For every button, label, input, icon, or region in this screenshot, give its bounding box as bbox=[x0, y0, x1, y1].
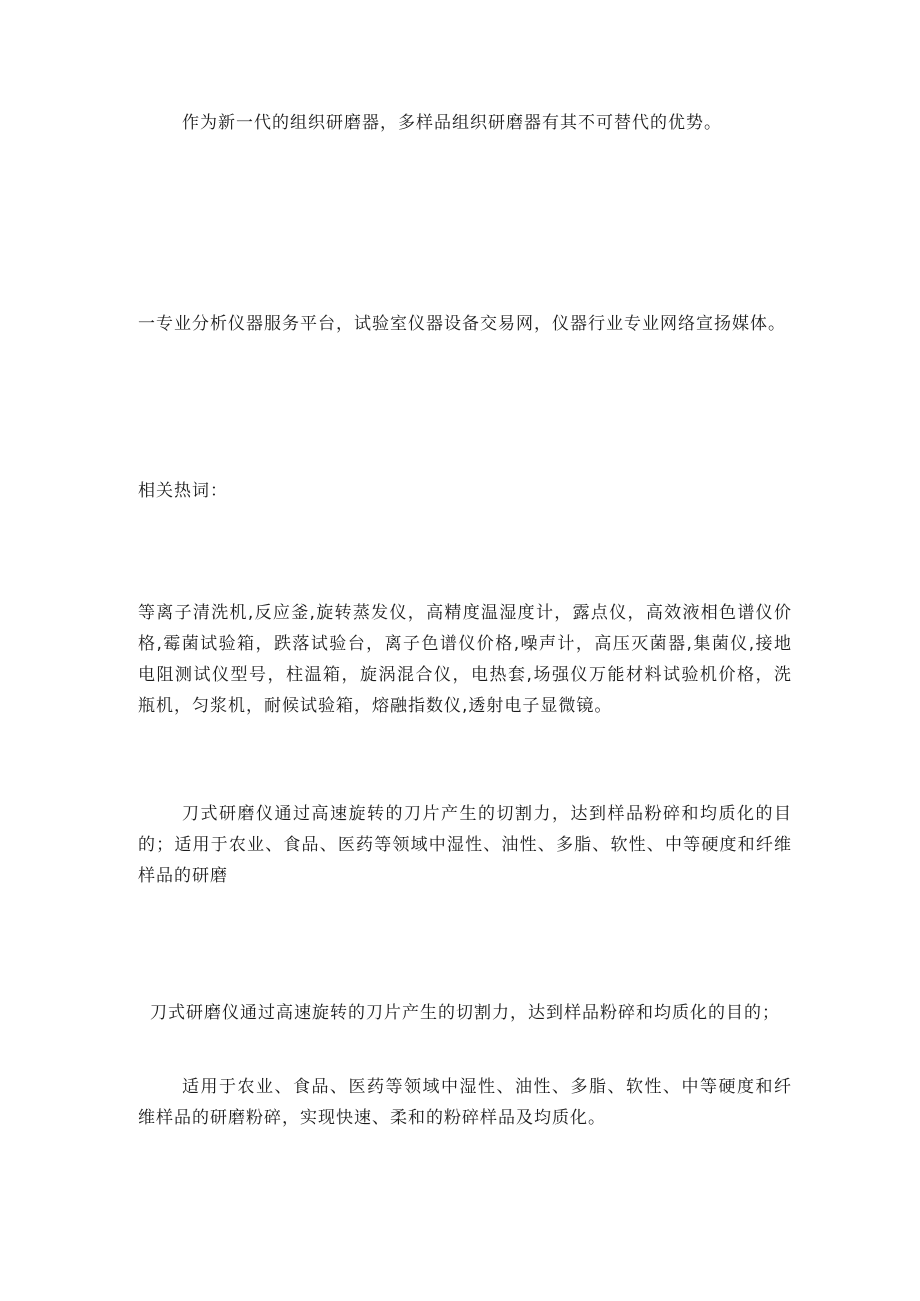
hot-words-list: 等离子清洗机,反应釜,旋转蒸发仪，高精度温湿度计，露点仪，高效液相色谱仪价格,霉菌试验箱，跌落试验台，离子色谱仪价格,噪声计，高压灭菌器,集菌仪,接地电阻测试仪型号，柱温箱，旋涡混合仪，电热套,场强仪万能材料试验机价格，洗瓶机，匀浆机，耐候试验箱，熔融指数仪,透射电子显微镜。 bbox=[138, 603, 792, 716]
knife-mill-applications: 适用于农业、食品、医药等领域中湿性、油性、多脂、软性、中等硬度和纤维样品的研磨粉碎，实现快速、柔和的粉碎样品及均质化。 bbox=[138, 1077, 792, 1128]
hot-words-heading: 相关热词： bbox=[138, 481, 228, 501]
knife-mill-paragraph: 刀式研磨仪通过高速旋转的刀片产生的切割力，达到样品粉碎和均质化的目的；适用于农业、食品、医药等领域中湿性、油性、多脂、软性、中等硬度和纤维样品的研磨 bbox=[138, 804, 792, 886]
knife-mill-purpose: 刀式研磨仪通过高速旋转的刀片产生的切割力，达到样品粉碎和均质化的目的； bbox=[150, 1003, 780, 1023]
intro-paragraph: 作为新一代的组织研磨器，多样品组织研磨器有其不可替代的优势。 bbox=[182, 113, 722, 133]
platform-paragraph: 一专业分析仪器服务平台，试验室仪器设备交易网，仪器行业专业网络宣扬媒体。 bbox=[138, 314, 786, 334]
